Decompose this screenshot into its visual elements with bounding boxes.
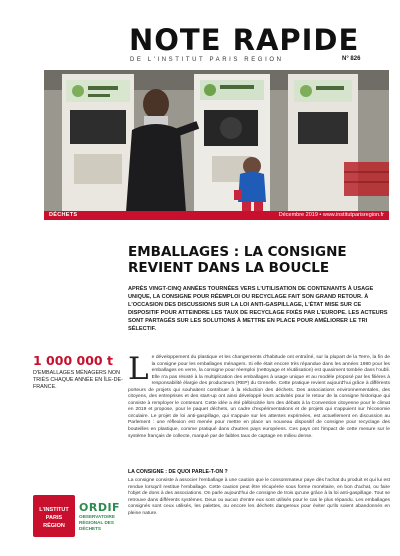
body-paragraph-2: La consigne consiste à associer l'emballage à une caution que le consommateur paye dès l'achat du produit et qui lui est rendue lorsqu'il restitue l'emballage. Cette caution peut être récupérée sous forme monétaire, en bon d'achat, ou faire l'objet de dons à des associations. On parle aujourd'hui de consigne de trois qu'une grâce à la loi anti-gaspillage. Tout se retrouve dans différents systèmes. Deux ou aucun d'entre eux sont utilisés pour le cas le plus répandu. Les emballages consignés sont ceux utilisés, les palettes, ou encore les déchets dangereux pour éviter qu'ils soient abandonnés en pleine nature.	[128, 478, 390, 516]
category-band	[44, 211, 389, 220]
drop-cap: L	[128, 351, 149, 387]
ipr-logo-line-2: PARIS	[45, 515, 63, 521]
ordif-name: ORDIF	[79, 501, 121, 514]
ipr-logo-line-1: L'INSTITUT	[39, 507, 69, 513]
date-and-website: Décembre 2019 • www.institutparisregion.fr	[278, 212, 384, 218]
category-label: DÉCHETS	[49, 212, 78, 218]
publication-subtitle: DE L'INSTITUT PARIS REGION	[130, 57, 284, 63]
article-headline: EMBALLAGES : LA CONSIGNE REVIENT DANS LA BOUCLE	[128, 244, 347, 276]
publication-title: NOTE RAPIDE	[129, 23, 360, 57]
body-paragraph-1-text: e développement du plastique et les changements d'habitude ont entraîné, sur la plupart de la Terre, la fin de la consigne pour les emballages ménagers. Si elle était encore très répandue dans les années 1980 pour les emballages en verre, la consigne pour réemploi (nettoyage et réutilisation) est quasiment tombée dans l'oubli. Elle n'a pas résisté à la multiplication des emballages à usage unique et au modèle proposé par les filières à responsabilité élargie des producteurs (REP) du Grenelle. Cette pratique revient aujourd'hui grâce à différents porteurs de projets qui souhaitent contribuer à la réduction des déchets. Des associations environnementales, des citoyens, des entreprises et des start-up ont ainsi développé leurs activités pour le retour de la consigne historique qui consiste à remployer le contenant. Cette idée a été plébiscitée lors des débats à la Convention citoyenne pour le climat en 2019 et propose, pour le paquet déchets, un cadre d'expérimentations et de projets qui s'appuient sur l'économie circulaire. Le projet de loi anti-gaspillage, qui s'appuie sur les attentes exprimées, est actuellement en discussion au Parlement : une réflexion est menée pour mettre en place un nouveau dispositif de consigne pour recyclage des bouteilles en plastique, comme pratiqué dans d'autres pays européens. Ces pays ont l'impact de cette mesure sur le système français de collecte, marqué par de faibles taux de captage en milieu dense.	[128, 355, 390, 439]
key-figure-value: 1 000 000 t	[33, 353, 113, 368]
body-paragraph-1	[128, 351, 390, 440]
ordif-logo	[79, 502, 125, 532]
ipr-logo-line-3: RÉGION	[43, 523, 65, 529]
cover-photo	[44, 70, 389, 212]
section-heading: LA CONSIGNE : DE QUOI PARLE-T-ON ?	[128, 469, 228, 475]
institut-paris-region-logo	[33, 495, 75, 537]
key-figure-caption: D'EMBALLAGES MÉNAGERS NON TRIÉS CHAQUE ANNÉE EN ÎLE-DE-FRANCE.	[33, 370, 123, 390]
masthead	[0, 0, 400, 70]
article-lead: APRÈS VINGT-CINQ ANNÉES TOURNÉES VERS L'UTILISATION DE CONTENANTS À USAGE UNIQUE, LA CONSIGNE POUR RÉEMPLOI OU RECYCLAGE FAIT SON GRAND RETOUR. À L'OCCASION DES DISCUSSIONS SUR LA LOI ANTI-GASPILLAGE, L'ÉTAT MISE SUR CE DISPOSITIF POUR ATTEINDRE LES TAUX DE RECYCLAGE FIXÉS PAR L'EUROPE. LES ACTEURS SONT PARTAGÉS SUR LES SOLUTIONS À METTRE EN PLACE POUR AMÉLIORER LE TRI SÉLECTIF.	[128, 286, 388, 332]
ordif-subtitle: OBSERVATOIRE RÉGIONAL DES DÉCHETS	[79, 514, 115, 531]
key-figure	[33, 354, 125, 391]
reverse-vending-machines-photo	[44, 70, 389, 212]
issue-number: N° 826	[342, 56, 361, 62]
